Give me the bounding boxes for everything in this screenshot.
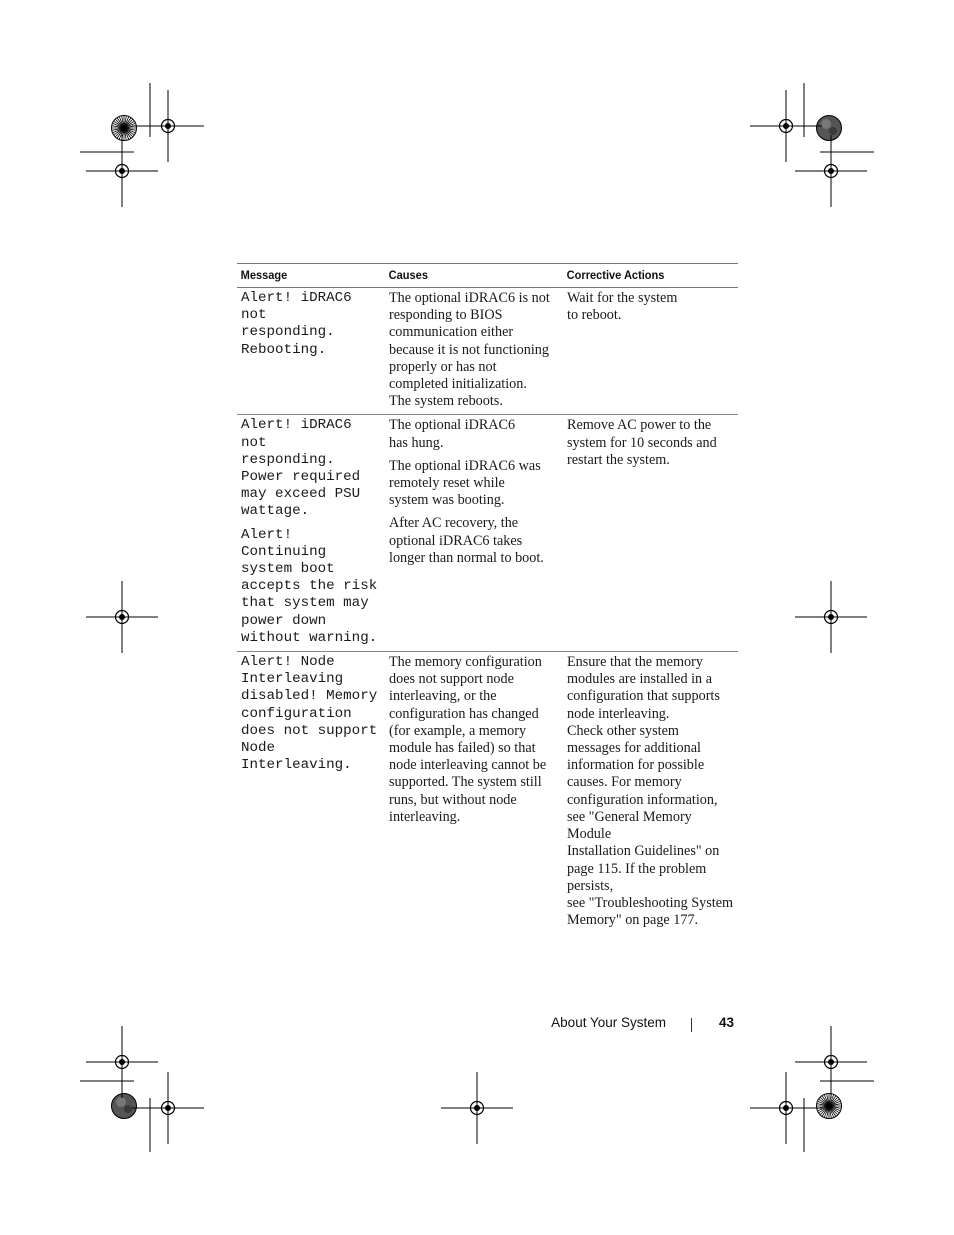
page-footer: [540, 1015, 734, 1035]
message-text: Alert! iDRAC6 not responding. Rebooting.: [241, 290, 352, 358]
crosshair-mark-icon: [86, 135, 158, 207]
message-cell: [237, 652, 385, 934]
actions-text: Ensure that the memory modules are installed in a configuration that supports node interleaving. Check other system messages for additional information for possible causes. For memory configuration information, see "General Memory Module Installation Guidelines" on page 115. If the problem persists, see "Troubleshooting System Memory" on page 177.: [567, 654, 734, 929]
crosshair-mark-icon: [132, 1072, 204, 1144]
message-text: Alert! Continuing system boot accepts the risk that system may power down without warning.: [241, 526, 378, 646]
crosshair-mark-icon: [86, 1026, 158, 1098]
actions-text: Wait for the system to reboot.: [567, 290, 678, 324]
causes-text: The memory configuration does not support node interleaving, or the configuration has changed (for example, a memory module has failed) so that node interleaving cannot be supported. The system still runs, but without node interleaving.: [389, 654, 547, 825]
starwheel-mark-icon: [112, 116, 137, 141]
crosshair-mark-icon: [86, 581, 158, 653]
actions-cell: [563, 652, 738, 934]
table-row: [237, 652, 738, 934]
causes-text: After AC recovery, the optional iDRAC6 takes longer than normal to boot.: [389, 515, 544, 566]
message-text: Alert! iDRAC6 not responding. Power required may exceed PSU wattage.: [241, 417, 361, 520]
error-message-table: [237, 263, 738, 933]
crosshair-mark-icon: [441, 1072, 513, 1144]
column-header-corrective-actions: Corrective Actions: [566, 268, 665, 282]
table-row: [237, 288, 738, 415]
table-row: [237, 415, 738, 652]
message-text: Alert! Node Interleaving disabled! Memory configuration does not support Node Interleaving.: [241, 654, 378, 774]
crosshair-mark-icon: [750, 1072, 822, 1144]
footer-divider: [691, 1018, 692, 1032]
causes-cell: [385, 415, 563, 652]
dotwheel-mark-icon: [112, 1094, 137, 1119]
causes-text: The optional iDRAC6 was remotely reset while system was booting.: [389, 457, 541, 509]
causes-text: The optional iDRAC6 has hung.: [389, 417, 516, 451]
column-header-causes: Causes: [388, 268, 428, 282]
crosshair-mark-icon: [795, 581, 867, 653]
actions-cell: [563, 415, 738, 652]
causes-text: The optional iDRAC6 is not responding to BIOS communication either because it is not functioning properly or has not completed initialization. The system reboots.: [389, 290, 550, 410]
causes-cell: [385, 652, 563, 934]
actions-text: Remove AC power to the system for 10 seconds and restart the system.: [567, 417, 717, 468]
crosshair-mark-icon: [795, 135, 867, 207]
dotwheel-mark-icon: [817, 116, 842, 141]
message-cell: [237, 288, 385, 415]
starwheel-mark-icon: [817, 1094, 842, 1119]
crosshair-mark-icon: [750, 90, 822, 162]
crosshair-mark-icon: [132, 90, 204, 162]
table-header-row: [237, 264, 738, 288]
actions-cell: [563, 288, 738, 415]
page-number: 43: [718, 1015, 734, 1030]
message-cell: [237, 415, 385, 652]
crosshair-mark-icon: [795, 1026, 867, 1098]
causes-cell: [385, 288, 563, 415]
column-header-message: Message: [240, 268, 288, 282]
footer-section-title: About Your System: [551, 1015, 666, 1030]
